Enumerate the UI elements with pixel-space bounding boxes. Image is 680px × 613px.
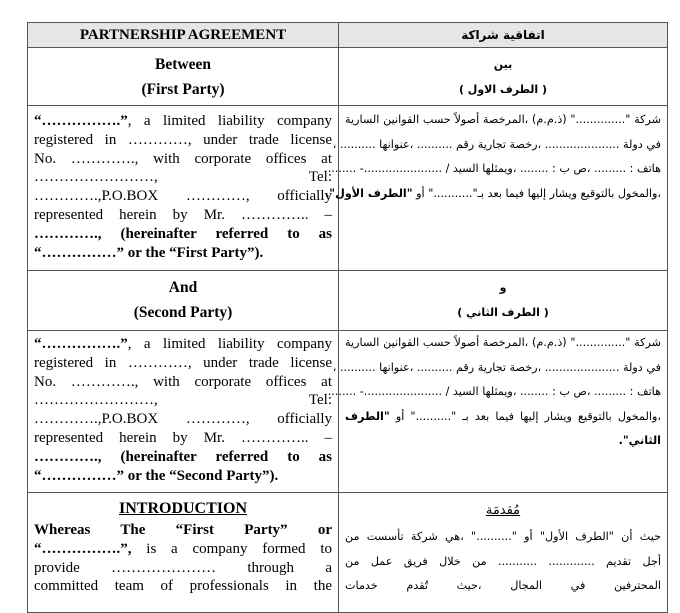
text-segment: , a limited liability company [127, 113, 332, 129]
text-line [345, 574, 661, 599]
text-segment: …………., (hereinafter referred to as [34, 448, 332, 465]
text-segment: Whereas The “First Party” or [34, 522, 332, 538]
agreement-table [27, 22, 668, 613]
text-segment: registered in …………, under trade license [34, 354, 332, 371]
text-line [345, 550, 661, 575]
first-party-heading-row [28, 48, 668, 106]
text-line [324, 157, 661, 182]
title-en: PARTNERSHIP AGREEMENT [28, 23, 339, 48]
text-line [34, 448, 332, 467]
text-line [34, 559, 332, 578]
text-segment: “…………….” [34, 336, 128, 352]
text-segment: المحترفين في المجال ،حيث تُقدم خدمات [345, 579, 661, 592]
text-segment: No. …………., with corporate offices at [34, 373, 332, 390]
text-line [345, 108, 661, 133]
and-label-ar: و [499, 281, 507, 294]
text-segment: No. …………., with corporate offices at [34, 150, 332, 167]
second-party-row [28, 331, 668, 493]
text-segment: …………., (hereinafter referred to as [34, 225, 332, 242]
text-line [34, 429, 332, 448]
first-party-en [28, 106, 339, 271]
text-segment: represented herein by Mr. ………….. – [34, 429, 332, 446]
second-party-label-ar: ( الطرف الثاني ) [457, 306, 549, 319]
text-line [34, 354, 332, 373]
text-segment: registered in …………, under trade license [34, 131, 332, 148]
text-segment: ……………………, Tel: [34, 392, 332, 409]
first-party-label-ar: ( الطرف الاول ) [458, 83, 548, 96]
text-line [332, 356, 661, 381]
text-segment: ………….,P.O.BOX …………, officially [34, 411, 332, 428]
text-segment: ………….,P.O.BOX …………, officially [34, 188, 332, 205]
first-party-ar [324, 106, 668, 271]
text-segment: “……………” or the “Second Party”). [34, 467, 279, 484]
text-line [345, 525, 661, 550]
text-segment: في دولة ..................... ،رخصة تجارية رقم .......... ،عنوانها .......... ، [332, 360, 661, 374]
first-party-row [28, 106, 668, 271]
introduction-title-ar: مُقدمَة [485, 503, 521, 518]
between-label-ar: بين [493, 58, 513, 71]
text-line [34, 206, 332, 225]
second-party-ar [324, 331, 668, 493]
text-segment: committed team of professionals in the [34, 578, 332, 595]
text-line [325, 182, 661, 207]
text-line [345, 405, 661, 430]
introduction-row [28, 493, 668, 613]
text-line [34, 335, 332, 354]
text-line [34, 410, 332, 429]
text-line [34, 521, 332, 540]
text-segment: هاتف : ......... ،ص ب : ........ ،ويمثلها السيد / ......................- ......... [324, 385, 661, 398]
text-segment: represented herein by Mr. ………….. – [34, 206, 332, 223]
text-segment: أجل تقديم ............. ........... من خلال فريق عمل من [345, 554, 661, 568]
text-segment: ،والمخول بالتوقيع ويشار إليها فيما بعد بـ"..........." أو [412, 186, 661, 200]
text-segment: الثاني". [618, 434, 661, 447]
text-line [34, 540, 332, 559]
text-segment: , a limited liability company [127, 336, 332, 352]
header-row [28, 23, 668, 48]
text-line [34, 131, 332, 150]
text-line [332, 133, 661, 158]
text-segment: “……………” or the “First Party”). [34, 244, 264, 261]
text-segment: “…………….” [34, 113, 128, 129]
text-segment: is a company formed to [131, 540, 332, 557]
text-line [34, 168, 332, 187]
and-label: And [168, 279, 198, 296]
introduction-title: INTRODUCTION [118, 500, 247, 517]
text-line [34, 112, 332, 131]
text-segment: ،والمخول بالتوقيع ويشار إليها فيما بعد بـ ".........." أو [389, 409, 661, 423]
text-line [34, 467, 332, 486]
text-segment: “…………….”, [34, 540, 132, 557]
text-line [34, 577, 332, 596]
text-line [34, 225, 332, 244]
text-line [345, 331, 661, 356]
text-segment: حيث أن "الطرف الأول" أو ".........." ،هي شركة تأسست من [345, 530, 661, 543]
second-party-label: (Second Party) [133, 304, 233, 321]
introduction-ar [345, 525, 661, 599]
text-segment: "الطرف [345, 409, 390, 423]
text-line [34, 150, 332, 169]
introduction-en [34, 521, 332, 596]
text-line [34, 373, 332, 392]
title-ar: اتفاقية شراكة [339, 23, 668, 48]
text-line [34, 244, 332, 263]
text-line [34, 187, 332, 206]
text-segment: provide ………………… through a [34, 559, 332, 576]
second-party-en [28, 331, 339, 493]
text-segment: في دولة ..................... ،رخصة تجارية رقم .......... ،عنوانها .......... ، [332, 137, 661, 151]
text-segment: هاتف : ......... ،ص ب : ........ ،ويمثلها السيد / ......................- ......... [324, 162, 661, 175]
second-party-heading-row [28, 271, 668, 331]
text-segment: شركة ".............." (ذ.م.م) ،المرخصة أصولاً حسب القوانين السارية [345, 336, 661, 349]
text-line [345, 429, 661, 454]
text-segment: "الطرف الأول". [325, 186, 413, 200]
text-line [34, 391, 332, 410]
text-line [324, 380, 661, 405]
between-label: Between [155, 56, 211, 73]
first-party-label: (First Party) [141, 81, 225, 98]
text-segment: ……………………, Tel: [34, 169, 332, 186]
text-segment: شركة ".............." (ذ.م.م) ،المرخصة أصولاً حسب القوانين السارية [345, 113, 661, 126]
